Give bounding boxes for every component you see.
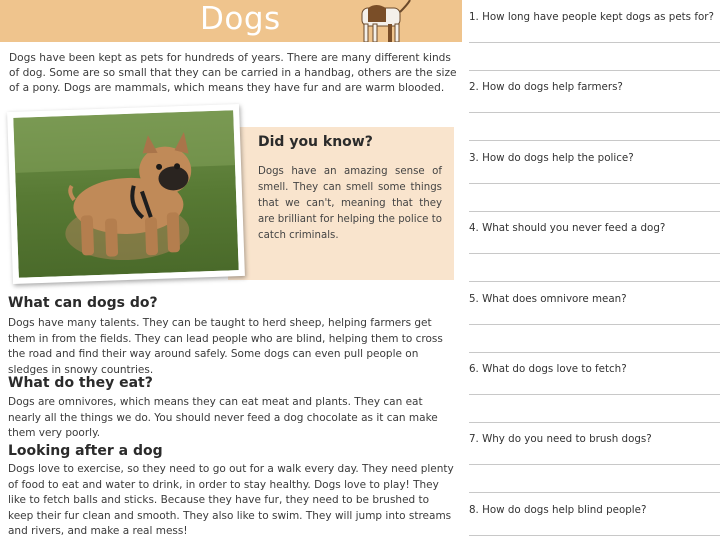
answer-line[interactable] [469,422,720,423]
answer-line[interactable] [469,112,720,113]
answer-line[interactable] [469,352,720,353]
dog-photo [7,104,245,284]
questions-column [462,0,720,540]
question-1: 1. How long have people kept dogs as pets for? [469,11,714,23]
question-8: 8. How do dogs help blind people? [469,504,647,516]
question-5: 5. What does omnivore mean? [469,293,627,305]
section-text-looking-after-a-dog: Dogs love to exercise, so they need to go out for a walk every day. They need plenty of food to eat and water to drink, in order to stay healthy. Dogs love to play! They like to fetch balls and sticks. Because they have fur, they need to be brushed to keep their fur clean and smooth. They also like to swim. They will jump into streams and rivers, and make a real mess! [8,463,454,537]
section-text-what-can-dogs-do: Dogs have many talents. They can be taught to herd sheep, helping farmers get them in from the fields. They can lead people who are blind, helping them to cross the road and find their way around safely. Some dogs can even pull people on sledges in snowy countries. [8,317,443,376]
answer-line[interactable] [469,464,720,465]
section-text-what-do-they-eat: Dogs are omnivores, which means they can eat meat and plants. They can eat nearly all the things we do. You should never feed a dog chocolate as it can make them very poorly. [8,396,438,439]
section-heading-looking-after-a-dog: Looking after a dog [8,443,163,459]
answer-line[interactable] [469,70,720,71]
answer-line[interactable] [469,183,720,184]
answer-line[interactable] [469,42,720,43]
question-7: 7. Why do you need to brush dogs? [469,433,652,445]
dog-illustration [352,0,422,42]
answer-line[interactable] [469,281,720,282]
question-3: 3. How do dogs help the police? [469,152,634,164]
answer-line[interactable] [469,535,720,536]
section-heading-what-can-dogs-do: What can dogs do? [8,295,158,311]
question-6: 6. What do dogs love to fetch? [469,363,627,375]
answer-line[interactable] [469,394,720,395]
answer-line[interactable] [469,324,720,325]
bulldog-photo-image [13,110,238,278]
question-2: 2. How do dogs help farmers? [469,81,623,93]
did-you-know-text: Dogs have an amazing sense of smell. They can smell some things that we can't, meaning that they are brilliant for helping the police to catch criminals. [258,166,442,241]
page-title: Dogs [200,1,281,37]
answer-line[interactable] [469,211,720,212]
answer-line[interactable] [469,140,720,141]
did-you-know-box [228,127,454,280]
answer-line[interactable] [469,492,720,493]
did-you-know-title: Did you know? [258,134,373,150]
answer-line[interactable] [469,253,720,254]
intro-paragraph: Dogs have been kept as pets for hundreds of years. There are many different kinds of dog. Some are so small that they can be carried in a handbag, others are the size of a pony. Dogs are mammals, which means they have fur and are warm blooded. [9,52,457,94]
question-4: 4. What should you never feed a dog? [469,222,666,234]
section-heading-what-do-they-eat: What do they eat? [8,375,153,391]
